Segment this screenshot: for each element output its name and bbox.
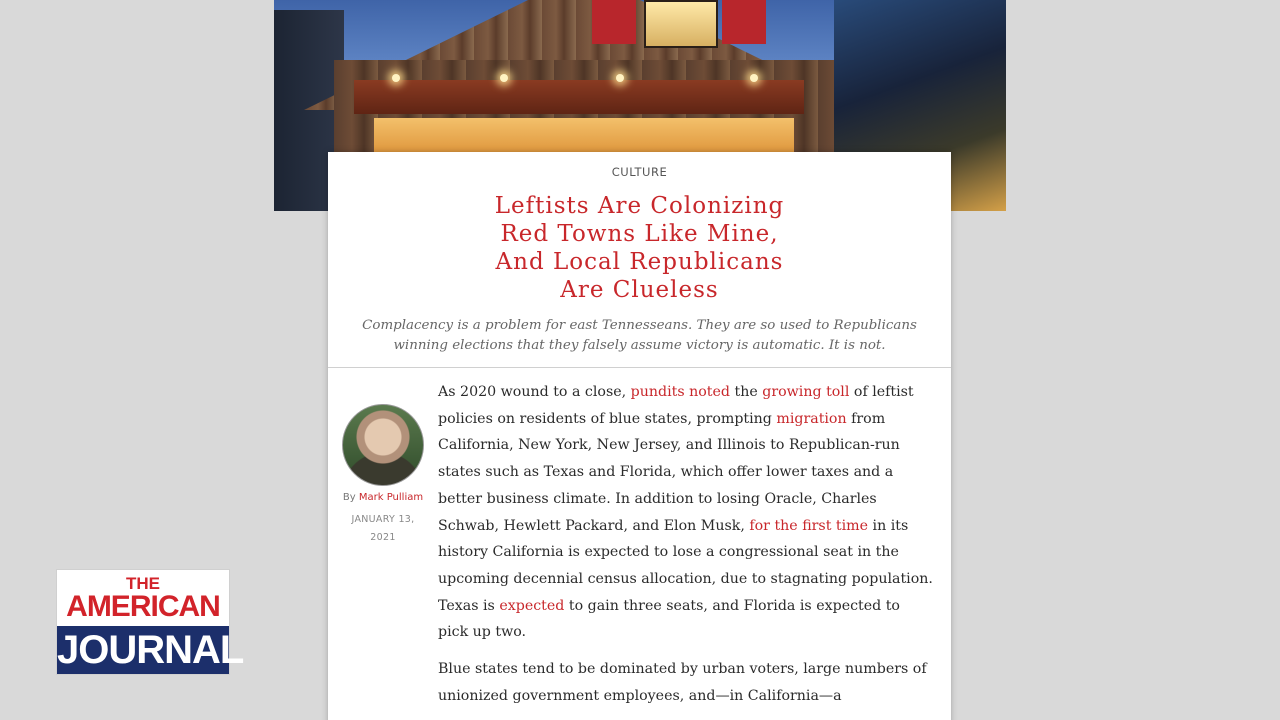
- link-pundits-noted[interactable]: pundits noted: [630, 384, 730, 400]
- byline-prefix: By: [342, 492, 356, 503]
- link-first-time[interactable]: for the first time: [749, 517, 869, 534]
- author-avatar[interactable]: [342, 404, 424, 486]
- divider: [328, 367, 951, 368]
- article-title: [388, 192, 891, 304]
- title-line: Leftists Are Colonizing: [494, 193, 785, 219]
- paragraph: As 2020 wound to a close, pundits noted the growing toll of leftist policies on residents of blue states, prompting migration from California, New York, New Jersey, and Illinois to Republican-run states such as Texas and Florida, which offer lower taxes and a better business climate. In addition to losing Oracle, Charles Schwab, Hewlett Packard, and Elon Musk, for the first time in its history California is expected to lose a congressional seat in the upcoming decennial census allocation, due to stagnating population. Texas is expected to gain three seats, and Florida is expected to pick up two.: [438, 384, 933, 641]
- title-line: And Local Republicans: [495, 249, 784, 275]
- link-expected[interactable]: expected: [499, 597, 565, 614]
- logo-line-journal: JOURNAL: [57, 628, 244, 672]
- link-migration[interactable]: migration: [776, 410, 847, 427]
- link-growing-toll[interactable]: growing toll: [762, 384, 850, 400]
- author-name-link[interactable]: Mark Pulliam: [358, 492, 424, 503]
- logo-line-the: THE: [126, 574, 160, 593]
- channel-logo: [56, 569, 244, 675]
- publish-date: JANUARY 13, 2021: [351, 514, 415, 543]
- author-box: [338, 404, 428, 547]
- byline: [338, 492, 428, 503]
- article-body: [438, 379, 933, 719]
- category-label[interactable]: CULTURE: [611, 165, 668, 179]
- title-line: Are Clueless: [560, 277, 719, 303]
- article-card: [328, 152, 951, 720]
- paragraph: Blue states tend to be dominated by urban voters, large numbers of unionized government employees, and—in California—a: [438, 661, 927, 704]
- title-line: Red Towns Like Mine,: [500, 221, 779, 247]
- logo-line-american: AMERICAN: [66, 590, 220, 623]
- article-subtitle: Complacency is a problem for east Tennesseans. They are so used to Republicans winning elections that they falsely assume victory is automatic. It is not.: [362, 318, 917, 353]
